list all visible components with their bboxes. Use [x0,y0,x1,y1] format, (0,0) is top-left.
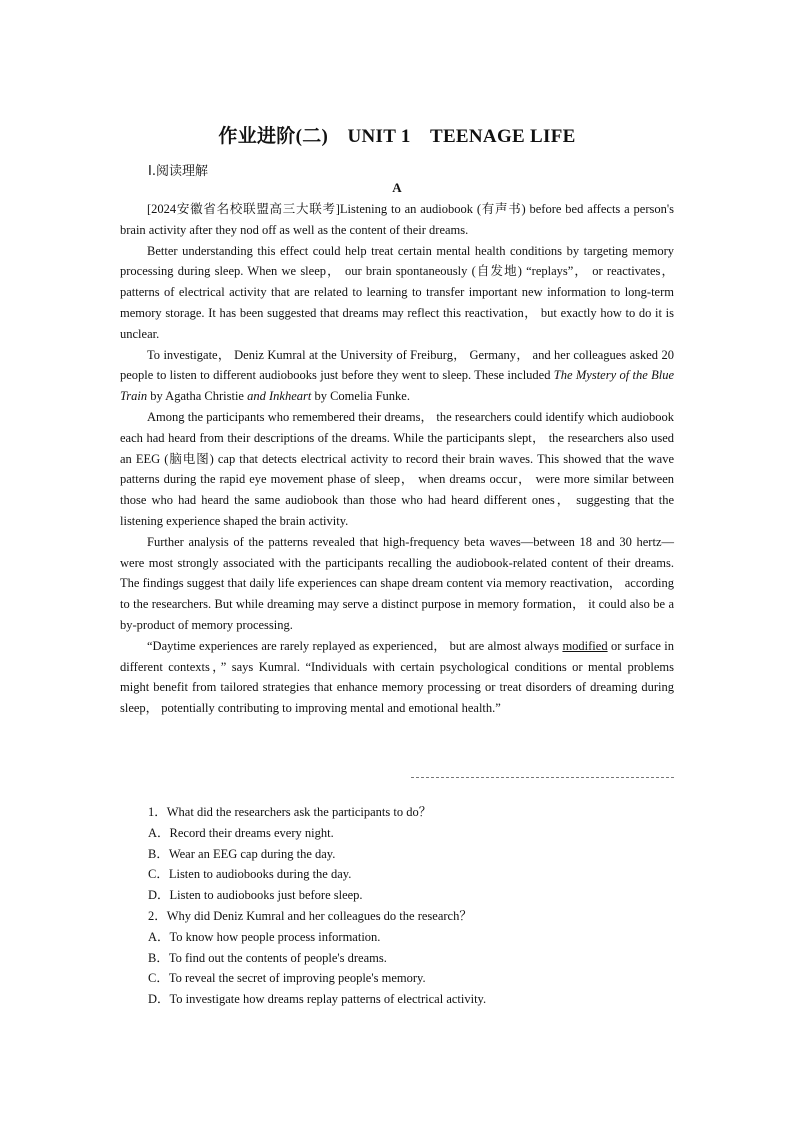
question-1-option-d: D．Listen to audiobooks just before sleep. [148,888,363,903]
paragraph-3 [120,345,674,407]
underlined-word: modified [562,638,608,653]
paragraph-3-text-a: To investigate， Deniz Kumral at the University of Freiburg， Germany， and her colleagues asked 20 people to listen to different audiobooks just before they went to sleep. These included [120,347,674,383]
reading-passage [120,199,674,719]
paragraph-3-text-c: by Comelia Funke. [311,389,410,404]
question-list [148,802,688,1010]
question-1-option-c: C．Listen to audiobooks during the day. [148,867,352,882]
passage-letter: A [392,180,402,195]
paragraph-6 [120,636,674,719]
paragraph-4: Among the participants who remembered their dreams， the researchers could identify which audiobook each had heard from their descriptions of the dreams. While the participants slept， the researchers also used an EEG (脑电图) cap that detects electrical activity to record their brain waves. This showed that the wave patterns during the rapid eye movement phase of sleep， when dreams occur， were more similar between those who had heard the same audiobook than those who had heard different ones， suggesting that the listening experience shaped the brain activity. [120,409,674,528]
question-2-option-a: A．To know how people process information. [148,929,381,944]
book-title-2: and Inkheart [247,389,312,404]
question-1-stem: 1．What did the researchers ask the participants to do？ [148,805,432,819]
paragraph-6-text-b: or surface in different contexts，” says Kumral. “Individuals with certain psychological conditions or mental problems might benefit from tailored strategies that enhance memory processing or treat disorders of dreaming during sleep， potentially contributing to improving mental and emotional health.” [120,638,674,716]
question-2-option-b: B．To find out the contents of people's dreams. [148,950,387,965]
question-1-option-b: B．Wear an EEG cap during the day. [148,846,336,861]
book-title-1: The Mystery of the Blue Train [120,368,674,404]
question-2-stem: 2．Why did Deniz Kumral and her colleagues do the research？ [148,908,472,923]
page-title: 作业进阶(二) UNIT 1 TEENAGE LIFE [218,126,576,147]
section-label: Ⅰ.阅读理解 [148,164,208,179]
dashed-divider [411,777,674,778]
question-2-option-d: D．To investigate how dreams replay patterns of electrical activity. [148,992,487,1007]
paragraph-1: [2024安徽省名校联盟高三大联考]Listening to an audiobook (有声书) before bed affects a person's brain activity after they nod off as well as the content of their dreams. [120,202,674,237]
question-2-option-c: C．To reveal the secret of improving people's memory. [148,971,426,986]
paragraph-2: Better understanding this effect could help treat certain mental health conditions by targeting memory processing during sleep. When we sleep， our brain spontaneously (自发地) “replays”， or reactivates， patterns of electrical activity that are related to learning to transfer important new information to long-term memory storage. It has been suggested that dreams may reflect this reactivation， but exactly how to do it is unclear. [120,243,674,341]
paragraph-6-text-a: “Daytime experiences are rarely replayed as experienced， but are almost always [147,638,563,653]
question-1-option-a: A．Record their dreams every night. [148,825,334,840]
paragraph-5: Further analysis of the patterns revealed that high-frequency beta waves—between 18 and 30 hertz—were most strongly associated with the participants recalling the audiobook-related content of their dreams. The findings suggest that daily life experiences can shape dream content via memory reactivation， according to the researchers. But while dreaming may serve a distinct purpose in memory formation， it could also be a by-product of memory processing. [120,534,674,632]
paragraph-3-text-b: by Agatha Christie [147,389,248,404]
